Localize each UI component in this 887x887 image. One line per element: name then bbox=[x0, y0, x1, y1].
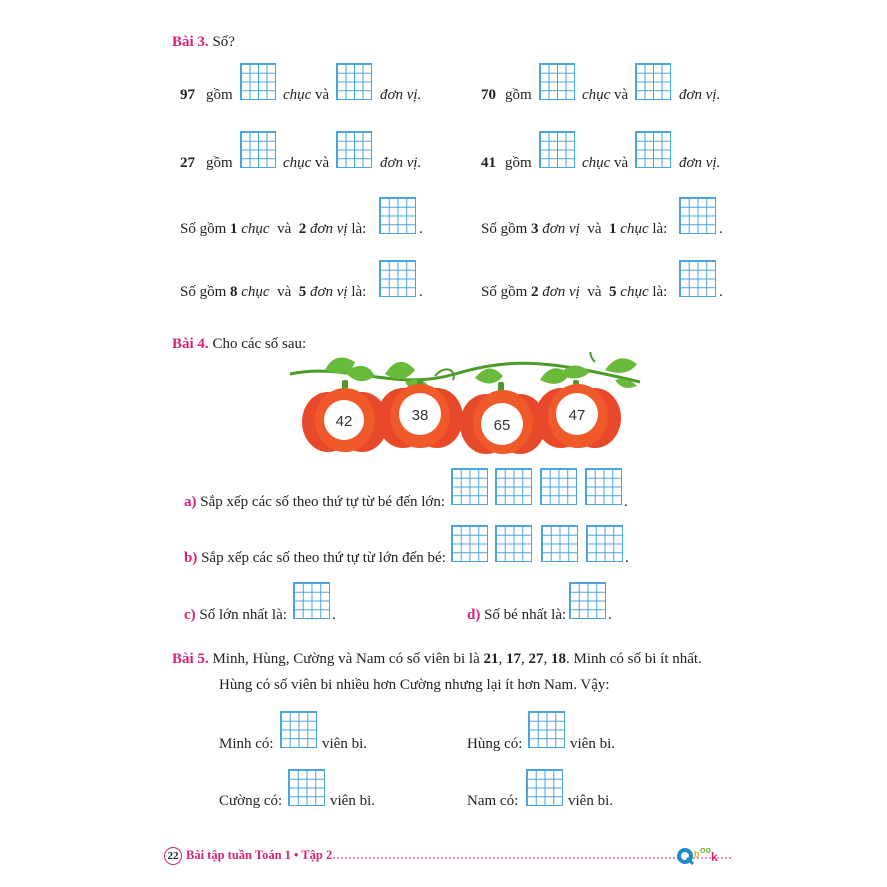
number: 17 bbox=[505, 651, 521, 667]
so-gom-text: Số gồm bbox=[481, 284, 528, 300]
gom-text: gồm bbox=[206, 155, 233, 171]
answer-box[interactable] bbox=[526, 769, 563, 806]
answer-box[interactable] bbox=[336, 131, 372, 168]
minh-label: Minh có: bbox=[219, 736, 274, 752]
va-text: và bbox=[587, 221, 602, 237]
number: 3 bbox=[531, 221, 539, 237]
answer-box[interactable] bbox=[240, 63, 276, 100]
number: 5 bbox=[609, 284, 617, 300]
vien-bi-text: viên bi. bbox=[570, 736, 615, 752]
bai3-row2-left-number: 27 bbox=[180, 155, 195, 171]
answer-box[interactable] bbox=[451, 468, 488, 505]
va-text: và bbox=[587, 284, 602, 300]
answer-box[interactable] bbox=[635, 131, 671, 168]
bai4-a-label: a) bbox=[184, 494, 197, 510]
don-vi-text: đơn vị. bbox=[380, 155, 422, 171]
answer-box[interactable] bbox=[280, 711, 317, 748]
unit-text: đơn vị bbox=[310, 284, 348, 300]
bai3-row4-left-text bbox=[180, 284, 366, 301]
period: . bbox=[625, 550, 629, 566]
answer-box[interactable] bbox=[679, 197, 716, 234]
pumpkin-4 bbox=[535, 384, 621, 448]
unit-text: đơn vị bbox=[542, 284, 580, 300]
gom-text: gồm bbox=[206, 87, 233, 103]
bai4-prompt: Cho các số sau: bbox=[212, 336, 307, 352]
so-gom-text: Số gồm bbox=[180, 284, 227, 300]
unit-text: đơn vị bbox=[542, 221, 580, 237]
va-text: và bbox=[315, 155, 330, 171]
pumpkin-vine-illustration bbox=[285, 352, 645, 457]
bai3-row1-left-number: 97 bbox=[180, 87, 195, 103]
bai5-text-b: . Minh có số bi ít nhất. bbox=[565, 651, 702, 667]
number: 8 bbox=[230, 284, 238, 300]
publisher-logo bbox=[676, 843, 720, 872]
period: . bbox=[419, 284, 423, 300]
answer-box[interactable] bbox=[495, 525, 532, 562]
answer-box[interactable] bbox=[540, 468, 577, 505]
so-gom-text: Số gồm bbox=[180, 221, 227, 237]
bai3-heading-line bbox=[172, 34, 235, 51]
answer-box[interactable] bbox=[451, 525, 488, 562]
la-text: là: bbox=[351, 284, 367, 300]
qbook-logo-icon bbox=[676, 843, 720, 867]
answer-box[interactable] bbox=[495, 468, 532, 505]
va-text: và bbox=[614, 87, 629, 103]
svg-text:oo: oo bbox=[700, 845, 711, 855]
bai4-heading: Bài 4. bbox=[172, 336, 209, 352]
bai4-b-label: b) bbox=[184, 550, 198, 566]
cuong-label: Cường có: bbox=[219, 793, 283, 809]
bai4-c-line bbox=[184, 607, 287, 624]
vien-bi-text: viên bi. bbox=[322, 736, 367, 752]
period: . bbox=[419, 221, 423, 237]
la-text: là: bbox=[652, 284, 668, 300]
number: 18 bbox=[550, 651, 566, 667]
bai3-row4-right-text bbox=[481, 284, 667, 301]
va-text: và bbox=[277, 284, 292, 300]
bai5-heading: Bài 5. bbox=[172, 651, 209, 667]
answer-box[interactable] bbox=[379, 260, 416, 297]
unit-text: đơn vị bbox=[310, 221, 348, 237]
answer-box[interactable] bbox=[293, 582, 330, 619]
answer-box[interactable] bbox=[585, 468, 622, 505]
period: . bbox=[719, 284, 723, 300]
unit-text: chục bbox=[241, 221, 270, 237]
vien-bi-text: viên bi. bbox=[330, 793, 375, 809]
don-vi-text: đơn vị. bbox=[679, 155, 721, 171]
unit-text: chục bbox=[241, 284, 270, 300]
gom-text: gồm bbox=[505, 87, 532, 103]
answer-box[interactable] bbox=[336, 63, 372, 100]
bai3-row3-left-text bbox=[180, 221, 366, 238]
so-gom-text: Số gồm bbox=[481, 221, 528, 237]
bai3-row1-right-number: 70 bbox=[481, 87, 496, 103]
va-text: và bbox=[614, 155, 629, 171]
pumpkin-1 bbox=[302, 388, 388, 452]
chuc-text: chục bbox=[283, 155, 312, 171]
nam-label: Nam có: bbox=[467, 793, 519, 809]
bai4-heading-line bbox=[172, 336, 306, 353]
answer-box[interactable] bbox=[539, 131, 575, 168]
bai4-b-text: Sắp xếp các số theo thứ tự từ lớn đến bé: bbox=[201, 550, 446, 566]
answer-box[interactable] bbox=[528, 711, 565, 748]
bai3-row3-right-text bbox=[481, 221, 667, 238]
vien-bi-text: viên bi. bbox=[568, 793, 613, 809]
answer-box[interactable] bbox=[541, 525, 578, 562]
number: 1 bbox=[609, 221, 617, 237]
la-text: là: bbox=[351, 221, 367, 237]
pumpkin-number: 42 bbox=[335, 413, 353, 430]
answer-box[interactable] bbox=[539, 63, 575, 100]
bai5-line1 bbox=[172, 651, 702, 668]
bai4-c-label: c) bbox=[184, 607, 196, 623]
answer-box[interactable] bbox=[379, 197, 416, 234]
bai4-b-line bbox=[184, 550, 446, 567]
gom-text: gồm bbox=[505, 155, 532, 171]
comma: , bbox=[543, 651, 548, 667]
unit-text: chục bbox=[620, 221, 649, 237]
bai5-line2: Hùng có số viên bi nhiều hơn Cường nhưng lại ít hơn Nam. Vậy: bbox=[219, 677, 610, 693]
pumpkin-number: 38 bbox=[411, 407, 429, 424]
bai5-text-a: Minh, Hùng, Cường và Nam có số viên bi là bbox=[212, 651, 480, 667]
answer-box[interactable] bbox=[586, 525, 623, 562]
bai4-d-label: d) bbox=[467, 607, 481, 623]
bai3-heading: Bài 3. bbox=[172, 34, 209, 50]
bai4-c-text: Số lớn nhất là: bbox=[199, 607, 287, 623]
footer-rule bbox=[333, 853, 733, 863]
footer-title: Bài tập tuần Toán 1 • Tập 2 bbox=[186, 848, 333, 862]
don-vi-text: đơn vị. bbox=[380, 87, 422, 103]
bai4-a-text: Sắp xếp các số theo thứ tự từ bé đến lớn: bbox=[200, 494, 446, 510]
number: 27 bbox=[528, 651, 544, 667]
chuc-text: chục bbox=[582, 155, 611, 171]
va-text: và bbox=[315, 87, 330, 103]
number: 1 bbox=[230, 221, 238, 237]
pumpkin-3 bbox=[460, 390, 546, 454]
chuc-text: chục bbox=[283, 87, 312, 103]
don-vi-text: đơn vị. bbox=[679, 87, 721, 103]
comma: , bbox=[498, 651, 503, 667]
answer-box[interactable] bbox=[240, 131, 276, 168]
svg-text:b: b bbox=[694, 849, 700, 859]
bai4-d-line bbox=[467, 607, 566, 624]
answer-box[interactable] bbox=[635, 63, 671, 100]
number: 2 bbox=[531, 284, 539, 300]
page-number: 22 bbox=[164, 847, 182, 865]
pumpkin-number: 65 bbox=[493, 417, 511, 434]
la-text: là: bbox=[652, 221, 668, 237]
number: 5 bbox=[298, 284, 307, 300]
pumpkin-number: 47 bbox=[568, 407, 586, 424]
number: 21 bbox=[483, 651, 499, 667]
va-text: và bbox=[277, 221, 292, 237]
hung-label: Hùng có: bbox=[467, 736, 523, 752]
pumpkin-2 bbox=[377, 384, 463, 448]
period: . bbox=[332, 607, 336, 623]
answer-box[interactable] bbox=[288, 769, 325, 806]
period: . bbox=[719, 221, 723, 237]
bai4-a-line bbox=[184, 494, 445, 511]
comma: , bbox=[520, 651, 525, 667]
chuc-text: chục bbox=[582, 87, 611, 103]
answer-box[interactable] bbox=[679, 260, 716, 297]
bai4-d-text: Số bé nhất là: bbox=[484, 607, 567, 623]
period: . bbox=[624, 494, 628, 510]
svg-text:k: k bbox=[711, 850, 718, 864]
bai3-row2-right-number: 41 bbox=[481, 155, 496, 171]
bai3-prompt: Số? bbox=[212, 34, 235, 50]
number: 2 bbox=[298, 221, 307, 237]
unit-text: chục bbox=[620, 284, 649, 300]
period: . bbox=[608, 607, 612, 623]
answer-box[interactable] bbox=[569, 582, 606, 619]
